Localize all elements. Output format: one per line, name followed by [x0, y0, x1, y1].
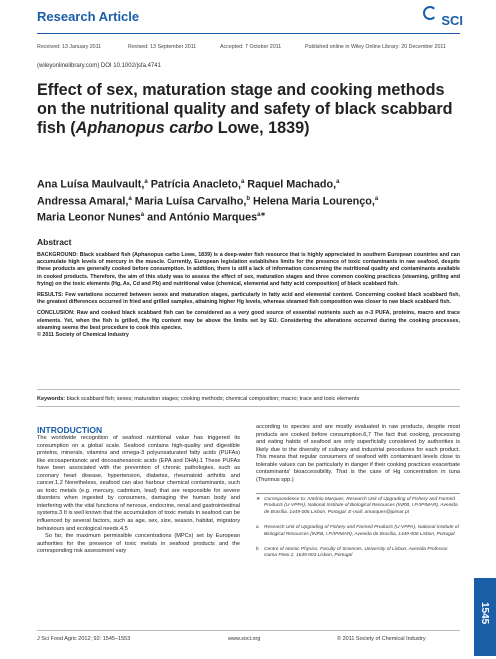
page-number-tab: [474, 578, 496, 656]
journal-citation: J Sci Food Agric 2012; 92: 1545–1553: [37, 636, 131, 642]
footnote-affiliation-b: [256, 547, 460, 560]
intro-paragraph-2: So far, the maximum permissible concentrations (MPCs) set by European authorities for the presence of toxic metals in seafood products and the corresponding risk assessment vary: [37, 533, 240, 555]
footnote-text: Correspondence to: António Marques, Research Unit of Upgrading of Fishery and Farmed Products (U-VPPA), National Institute of Biological Resources (INRB, I.P./IPIMAR), Avenida de Brasília, 1449-006 Lisbon, Portugal. E-mail: amarques@ipimar.pt: [264, 497, 458, 515]
footnotes: [256, 497, 460, 569]
abstract-results: RESULTS: Few variations occurred between sexes and maturation stages, particularly in fatty acid and elemental content. Concerning cooked black scabbard fish, the greatest differences occurred in fried and grilled samples, attaining higher Hg levels, whereas steamed fish composition was closer to raw black scabbard fish.: [37, 292, 460, 306]
footnote-text: Centre of Atomic Physics, Faculty of Sciences, University of Lisbon, Avenida Professor Gama Pinto 2, 1649-003 Lisbon, Portugal: [264, 547, 448, 559]
introduction-heading: INTRODUCTION: [37, 425, 103, 435]
keywords: [37, 396, 460, 402]
logo-ring-icon: [423, 6, 437, 20]
footer-rule: [37, 630, 460, 631]
received-date: Received: 13 January 2011: [37, 44, 102, 50]
footnote-mark: b: [256, 547, 259, 553]
revised-date: Revised: 13 September 2011: [128, 44, 197, 50]
right-column: [256, 424, 460, 484]
page-footer: [37, 636, 460, 646]
footnote-rule: [256, 493, 460, 494]
abstract-copyright: © 2011 Society of Chemical Industry: [37, 332, 129, 339]
page-number: 1545: [479, 602, 490, 625]
publisher-site: www.soci.org: [228, 636, 261, 642]
affiliation-mark: a: [144, 179, 148, 185]
accepted-date: Accepted: 7 October 2011: [220, 44, 282, 50]
logo-text: SCI: [441, 13, 463, 28]
footnote-correspondence: [256, 497, 460, 516]
author: Helena Maria Lourenço,: [250, 195, 375, 208]
abstract-heading: Abstract: [37, 237, 72, 247]
intro-paragraph-3: according to species and are mostly evaluated in raw products, despite most products are cooked before consumption.6,7 The fact that cooking, processing and eating habits of seafood are only superficially considered by authorities is likely due to the diversity of culinary and industrial procedures for each product. This means that regular consumers of seafood with contaminant levels close to tolerable values can be particularly in danger if their cooking practices exacerbate contaminants' bioaccessibility. That is the case of Hg concentration in tuna (Thunnus spp.): [256, 424, 460, 483]
header-rule: [37, 33, 460, 34]
author: Maria Luísa Carvalho,: [131, 195, 247, 208]
affiliation-mark: a: [240, 179, 245, 185]
title-tail: Lowe, 1839): [213, 118, 310, 137]
section-label: Research Article: [37, 9, 140, 24]
article-dates: [37, 44, 460, 54]
footnote-text: Research Unit of Upgrading of Fishery and Farmed Products (U-VPPA), National Institute of Biological Resources (INRB, I.P./IPIMAR), Avenida de Brasília, 1449-006 Lisbon, Portugal: [264, 525, 459, 537]
published-date: Published online in Wiley Online Library: 20 December 2011: [305, 44, 446, 50]
affiliation-mark: a∗: [257, 212, 266, 219]
affiliation-mark: b: [246, 195, 251, 202]
author: and António Marques: [144, 211, 258, 224]
doi-line: (wileyonlinelibrary.com) DOI 10.1002/jsfa.4741: [37, 63, 161, 69]
footnote-mark: a: [256, 525, 259, 531]
affiliation-mark: a: [336, 179, 340, 185]
title-species: Aphanopus carbo: [75, 118, 214, 137]
conclusion-text: CONCLUSION: Raw and cooked black scabbard fish can be considered as a very good source of essential nutrients such as n-3 PUFA, proteins, macro and trace elements. Yet, when the fish is grilled, the Hg content may be above the limits set by EU. Considering the alterations occurred during the cooking processes, steaming seems the best procedure to cook this species.: [37, 310, 460, 331]
intro-paragraph-1: The worldwide recognition of seafood nutritional value has triggered its consumption on a global scale. Seafood contains high-quality and digestible proteins, minerals, vitamins and omega-3 polyunsaturated fatty acids (PUFAs) like eicosapentanoic and docosahexanoic acids (EPA and DHA).1 These PUFAs have been associated with the prevention of chronic pathologies, such as coronary heart disease, hypertension, diabetes, rheumatoid arthritis and cancer.1,2 Nonetheless, seafood can also harbour chemical contaminants, such as toxic metals (e.g. mercury, cadmium, lead) that are responsible for severe disorders when ingested by consumers, damaging the human body and interfering with the vital functions of nervous, endocrine, renal and gastrointestinal systems.3 It is well known that the accumulation of toxic metals in seafood can be influenced by several factors, such as age, sex, size, season, habitat, migratory behaviours and ecological needs.4,5: [37, 435, 240, 532]
abstract-conclusion: [37, 310, 460, 339]
author-list: [37, 175, 457, 225]
keywords-text: black scabbard fish; sexes; maturation stages; cooking methods; chemical composition; macro; trace and toxic elements: [65, 396, 360, 402]
keywords-rule-top: [37, 389, 460, 390]
abstract-body: [37, 252, 460, 343]
article-title: [37, 81, 467, 137]
footnote-mark: ∗: [256, 497, 261, 502]
author: Maria Leonor Nunes: [37, 211, 141, 224]
affiliation-mark: a: [374, 195, 379, 202]
affiliation-mark: a: [140, 212, 145, 219]
sci-logo: [413, 4, 463, 32]
left-column: [37, 435, 240, 556]
keywords-rule-bottom: [37, 406, 460, 407]
author: Andressa Amaral,: [37, 195, 129, 208]
author: Patrícia Anacleto,: [147, 178, 241, 191]
author: Raquel Machado,: [244, 178, 337, 191]
footnote-affiliation-a: [256, 525, 460, 538]
author: Ana Luísa Maulvault,: [37, 178, 145, 191]
affiliation-mark: a: [128, 195, 132, 202]
title-text: Effect of sex, maturation stage and cooking methods on the nutritional quality and safety of black scabbard fish (: [37, 81, 453, 137]
footer-copyright: © 2011 Society of Chemical Industry: [337, 636, 426, 642]
keywords-label: Keywords:: [37, 396, 66, 402]
abstract-background: BACKGROUND: Black scabbard fish (Aphanopus carbo Lowe, 1839) is a deep-water fish resource that is highly appreciated in southern European countries and can accumulate high levels of mercury in the muscle. Currently, European legislation establishes limits for the presence of toxic contaminants in raw seafood, despite these products are generally cooked before consumption. In addition, there is still a lack of information concerning the nutritional quality and contaminants available in cooked products. Therefore, the aim of this study was to assess the effect of sex, maturation stages and three common cooking practices (steaming, grilling and frying) on the toxic elements (Hg, As, Cd and Pb) and nutritional value (chemical, elemental and fatty acid composition) of black scabbard fish.: [37, 252, 460, 287]
